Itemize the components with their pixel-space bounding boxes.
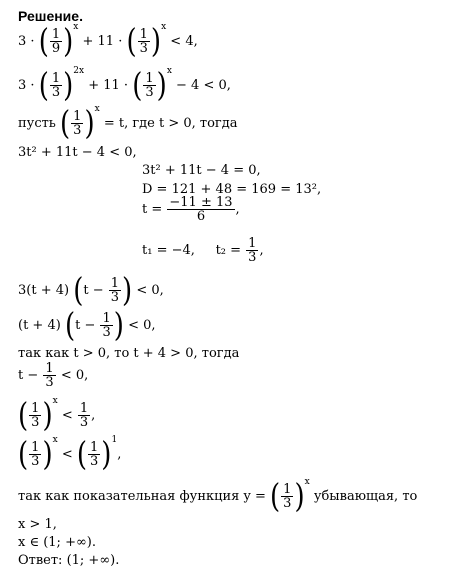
answer: Ответ: (1; +∞). (18, 553, 120, 568)
same-base-inequality: ( $\frac{1}{3}$ )$^x$ < ( $\frac{1}{3}$ )$^1$, (18, 435, 122, 474)
substitution-line: пусть ( $\frac{1}{3}$ )$^x$ = t, где t > 0, тогда (18, 104, 238, 143)
quadratic-equation: 3t² + 11t − 4 = 0, (142, 163, 261, 178)
equation-line-2: 3 · ( $\frac{1}{3}$ )$^{2x}$ + 11 · ( $\frac{1}{3}$ )$^x$ − 4 < 0, (18, 66, 231, 105)
reasoning-line: так как t > 0, то t + 4 > 0, тогда (18, 346, 240, 361)
quadratic-inequality: 3t² + 11t − 4 < 0, (18, 145, 137, 160)
exponential-inequality: ( $\frac{1}{3}$ )$^x$ < $\frac{1}{3}$ , (18, 396, 96, 435)
roots-formula: t = $\frac{-11 \pm 13}{6}$ , (142, 195, 240, 224)
roots-values: t₁ = −4, t₂ = $\frac{1}{3}$ , (142, 236, 264, 265)
expr-part: + 11 · (82, 34, 123, 49)
factored-inequality: 3(t + 4) (t − $\frac{1}{3}$ ) < 0, (18, 271, 164, 310)
t-inequality: t − $\frac{1}{3}$ < 0, (18, 361, 89, 390)
equation-line-1: 3 · ( $\frac{1}{9}$ )$^x$ + 11 · ( $\frac{1}{3}$ )$^x$ < 4, (18, 22, 198, 61)
expr-part: 3 · (18, 34, 35, 49)
discriminant: D = 121 + 48 = 169 = 13², (142, 182, 322, 197)
simplified-inequality: (t + 4) (t − $\frac{1}{3}$ ) < 0, (18, 306, 156, 345)
x-interval: x ∈ (1; +∞). (18, 535, 96, 550)
x-inequality: x > 1, (18, 517, 57, 532)
solution-title: Решение. (18, 8, 83, 24)
monotonicity-note: так как показательная функция y = ( $\frac{1}{3}$ )$^x$ убывающая, то (18, 477, 418, 516)
expr-part: < 4, (170, 34, 198, 49)
